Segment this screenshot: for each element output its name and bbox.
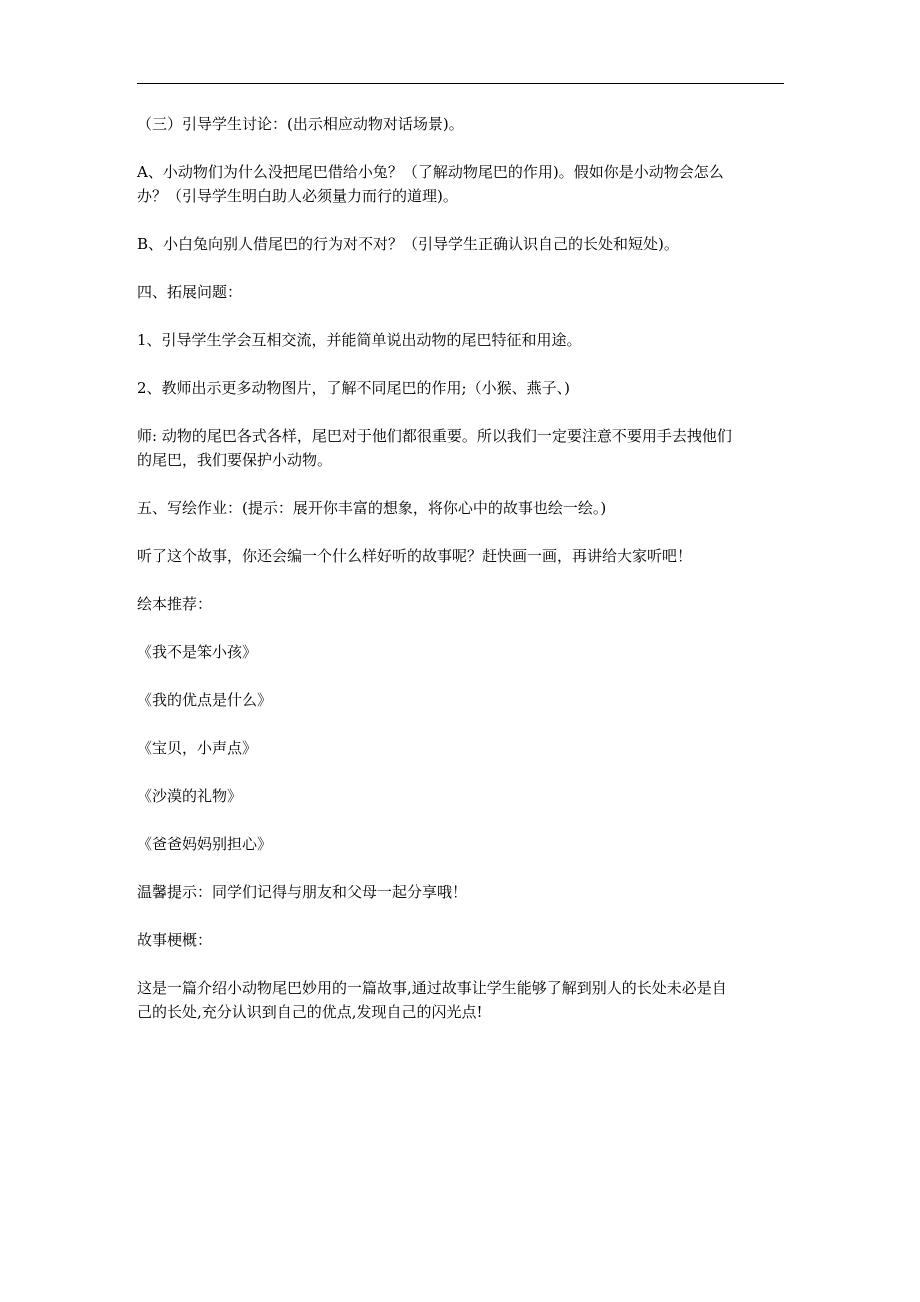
text-line: 绘本推荐：	[137, 595, 213, 613]
text-line: 听了这个故事，你还会编一个什么样好听的故事呢？赶快画一画，再讲给大家听吧！	[137, 547, 693, 565]
text-line: 五、写绘作业：(提示：展开你丰富的想象，将你心中的故事也绘一绘。)	[137, 499, 607, 517]
paragraph-summary	[137, 976, 787, 1024]
text-line: 《爸爸妈妈别担心》	[137, 835, 273, 853]
text-line: 的尾巴，我们要保护小动物。	[137, 451, 333, 469]
text-line: （三）引导学生讨论：(出示相应动物对话场景)。	[137, 115, 464, 133]
paragraph-section-four-heading	[137, 280, 787, 304]
text-line: 这是一篇介绍小动物尾巴妙用的一篇故事,通过故事让学生能够了解到别人的长处未必是自	[137, 979, 727, 997]
text-line: 《沙漠的礼物》	[137, 787, 243, 805]
book-title-4	[137, 784, 787, 808]
text-line: A、小动物们为什么没把尾巴借给小兔？（了解动物尾巴的作用)。假如你是小动物会怎么	[137, 163, 724, 181]
text-line: 故事梗概：	[137, 931, 213, 949]
text-line: 2、教师出示更多动物图片，了解不同尾巴的作用;（小猴、燕子、)	[137, 379, 570, 397]
book-title-3	[137, 736, 787, 760]
book-title-2	[137, 688, 787, 712]
text-line: 师: 动物的尾巴各式各样，尾巴对于他们都很重要。所以我们一定要注意不要用手去拽他们	[137, 427, 732, 445]
book-title-1	[137, 640, 787, 664]
text-line: B、小白兔向别人借尾巴的行为对不对？（引导学生正确认识自己的长处和短处)。	[137, 235, 679, 253]
header-rule	[137, 83, 784, 84]
paragraph-discussion-heading	[137, 112, 787, 136]
text-line: 《我的优点是什么》	[137, 691, 273, 709]
paragraph-item-2	[137, 376, 787, 400]
text-line: 己的长处,充分认识到自己的优点,发现自己的闪光点!	[137, 1003, 483, 1021]
text-line: 《我不是笨小孩》	[137, 643, 258, 661]
paragraph-story-prompt	[137, 544, 787, 568]
paragraph-question-a	[137, 160, 787, 208]
paragraph-teacher-note	[137, 424, 787, 472]
paragraph-warm-tip	[137, 880, 787, 904]
paragraph-summary-heading	[137, 928, 787, 952]
text-line: 1、引导学生学会互相交流，并能简单说出动物的尾巴特征和用途。	[137, 331, 582, 349]
paragraph-question-b	[137, 232, 787, 256]
text-line: 《宝贝，小声点》	[137, 739, 258, 757]
book-title-5	[137, 832, 787, 856]
text-line: 办？（引导学生明白助人必须量力而行的道理)。	[137, 187, 458, 205]
text-line: 温馨提示：同学们记得与朋友和父母一起分享哦！	[137, 883, 468, 901]
paragraph-book-recommendations-heading	[137, 592, 787, 616]
paragraph-section-five-heading	[137, 496, 787, 520]
text-line: 四、拓展问题：	[137, 283, 243, 301]
paragraph-item-1	[137, 328, 787, 352]
